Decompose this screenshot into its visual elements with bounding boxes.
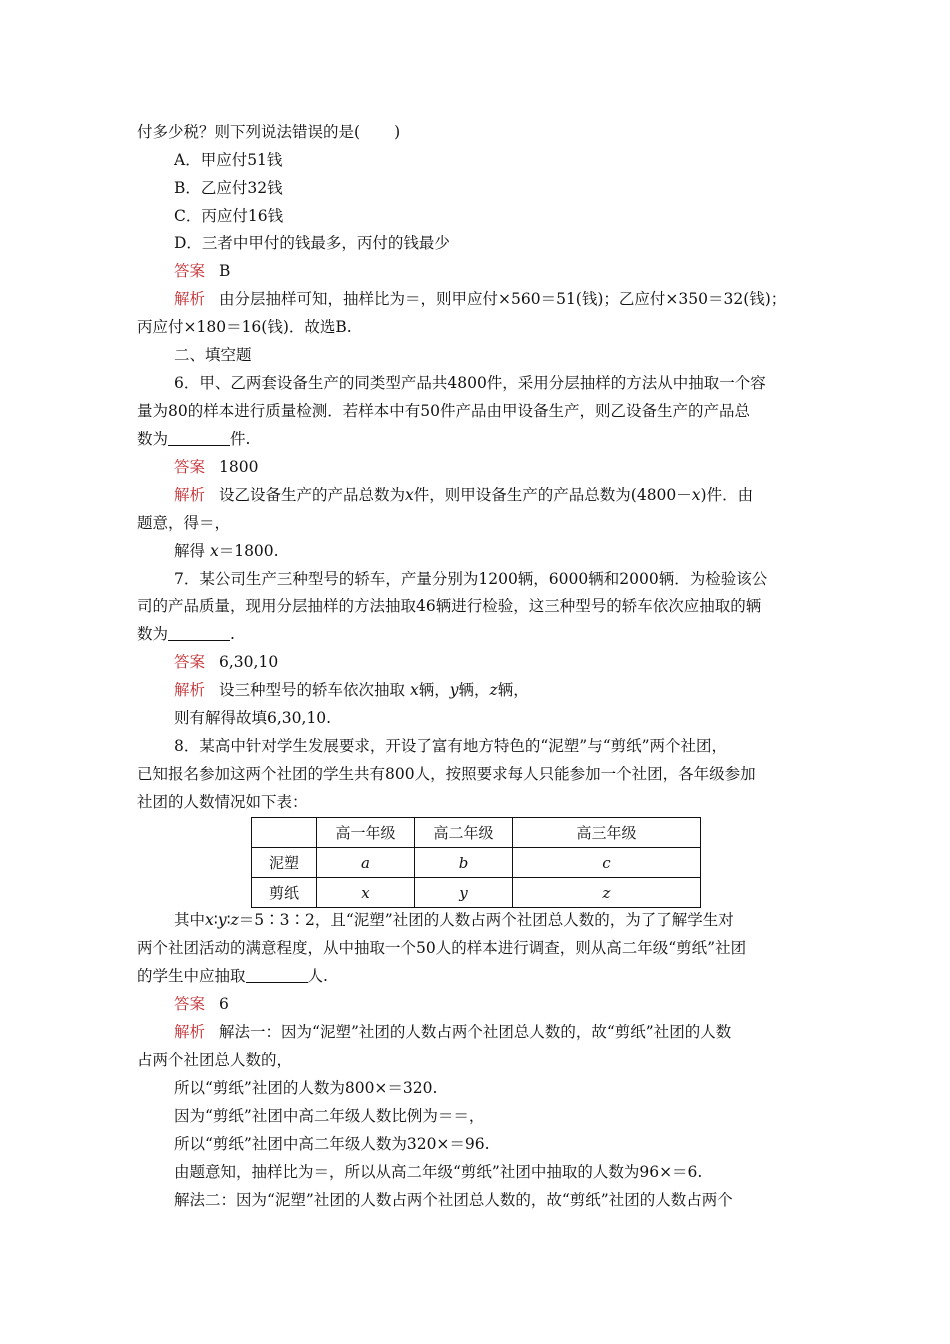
q5-analysis-line1 xyxy=(174,289,786,309)
analysis-text: )件．由 xyxy=(700,486,754,504)
section-title: 二、填空题 xyxy=(174,346,252,364)
q5-option-d: D．三者中甲付的钱最多，丙付的钱最少 xyxy=(174,234,450,252)
analysis-text: 辆， xyxy=(458,681,490,699)
answer-value: 1800 xyxy=(219,458,259,476)
analysis-text: 设乙设备生产的产品总数为 xyxy=(219,486,406,504)
answer-value: 6 xyxy=(219,995,229,1013)
q5-analysis-line2: 丙应付×180＝16(钱)．故选B. xyxy=(137,318,352,336)
variable-z: z xyxy=(230,911,239,929)
q5-stem-tail xyxy=(137,122,400,142)
q5-option-b: B．乙应付32钱 xyxy=(174,179,283,197)
q5-option-c: C．丙应付16钱 xyxy=(174,207,284,225)
variable-x: x xyxy=(409,681,419,699)
q8-analysis-line7: 解法二：因为“泥塑”社团的人数占两个社团总人数的，故“剪纸”社团的人数占两个 xyxy=(174,1191,733,1209)
analysis-text: 解得 xyxy=(174,542,206,560)
q8-after-line2: 两个社团活动的满意程度，从中抽取一个50人的样本进行调查，则从高二年级“剪纸”社团 xyxy=(137,939,747,957)
q8-analysis-line1 xyxy=(174,1022,731,1042)
variable-y: y xyxy=(449,681,459,699)
q8-analysis-line5: 所以“剪纸”社团中高二年级人数为320×＝96. xyxy=(174,1135,490,1153)
ratio-separator: ∶ xyxy=(226,911,231,929)
table-cell: 剪纸 xyxy=(252,878,317,908)
answer-label: 答案 xyxy=(174,995,206,1013)
answer-label: 答案 xyxy=(174,458,206,476)
answer-label: 答案 xyxy=(174,653,206,671)
q8-analysis-line3: 所以“剪纸”社团的人数为800×＝320. xyxy=(174,1079,438,1097)
q6-stem-text-end: 件. xyxy=(230,430,251,448)
variable-x: x xyxy=(405,486,414,504)
analysis-label: 解析 xyxy=(174,681,206,699)
analysis-label: 解析 xyxy=(174,486,206,504)
q6-analysis-line2: 题意，得＝， xyxy=(137,514,231,532)
table-row xyxy=(252,848,701,878)
q6-answer xyxy=(174,457,258,477)
q7-stem-text-end: . xyxy=(230,625,235,643)
table-header-cell: 高二年级 xyxy=(415,818,513,848)
q8-after-line3 xyxy=(137,966,328,986)
q7-stem-line2: 司的产品质量，现用分层抽样的方法抽取46辆进行检验，这三种型号的轿车依次应抽取的辆 xyxy=(137,597,762,615)
analysis-text: 设三种型号的轿车依次抽取 xyxy=(219,681,406,699)
analysis-text: 件，则甲设备生产的产品总数为(4800－ xyxy=(413,486,692,504)
table-header-cell: 高一年级 xyxy=(317,818,415,848)
club-table xyxy=(251,817,701,908)
q8-text-end: 人. xyxy=(307,967,328,985)
variable-x: x xyxy=(209,542,219,560)
q6-stem-line3 xyxy=(137,429,250,449)
table-cell: y xyxy=(415,878,513,908)
table-cell: c xyxy=(513,848,701,878)
q6-stem-text: 数为 xyxy=(137,430,169,448)
q7-stem-text: 数为 xyxy=(137,625,169,643)
variable-x: x xyxy=(205,911,214,929)
fill-blank xyxy=(246,968,308,983)
table-header-cell xyxy=(252,818,317,848)
q8-answer xyxy=(174,994,229,1014)
analysis-text: 由分层抽样可知，抽样比为＝，则甲应付×560＝51(钱)；乙应付×350＝32(钱)； xyxy=(219,290,787,308)
answer-value: 6,30,10 xyxy=(219,653,279,671)
analysis-label: 解析 xyxy=(174,290,206,308)
analysis-text: 辆， xyxy=(497,681,529,699)
table-cell: 泥塑 xyxy=(252,848,317,878)
q7-stem-line3 xyxy=(137,624,235,644)
q8-after-line1 xyxy=(174,910,734,930)
q5-stem-text: 付多少税？则下列说法错误的是( xyxy=(137,123,361,141)
table-row xyxy=(252,878,701,908)
table-cell: b xyxy=(415,848,513,878)
q5-stem-paren: ) xyxy=(394,123,401,141)
q8-stem-line2: 已知报名参加这两个社团的学生共有800人，按照要求每人只能参加一个社团，各年级参加 xyxy=(137,765,756,783)
q8-analysis-line2: 占两个社团总人数的， xyxy=(137,1051,293,1069)
table-cell: x xyxy=(317,878,415,908)
fill-blank xyxy=(168,626,230,641)
variable-z: z xyxy=(489,681,498,699)
table-cell: a xyxy=(317,848,415,878)
table-header-cell: 高三年级 xyxy=(513,818,701,848)
analysis-text: 解法一：因为“泥塑”社团的人数占两个社团总人数的，故“剪纸”社团的人数 xyxy=(219,1023,732,1041)
q8-text: ＝5∶3∶2，且“泥塑”社团的人数占两个社团总人数的，为了了解学生对 xyxy=(238,911,734,929)
variable-x: x xyxy=(691,486,701,504)
fill-blank xyxy=(168,431,230,446)
q8-text: 其中 xyxy=(174,911,206,929)
q7-analysis-line2: 则有解得故填6,30,10. xyxy=(174,709,332,727)
q8-stem-line3: 社团的人数情况如下表： xyxy=(137,793,308,811)
q6-stem-line2: 量为80的样本进行质量检测．若样本中有50件产品由甲设备生产，则乙设备生产的产品总 xyxy=(137,402,750,420)
q6-analysis-line3 xyxy=(174,541,279,561)
answer-label: 答案 xyxy=(174,262,206,280)
table-cell: z xyxy=(513,878,701,908)
q6-analysis-line1 xyxy=(174,485,753,505)
q8-text: 的学生中应抽取 xyxy=(137,967,246,985)
answer-value: B xyxy=(219,262,231,280)
q5-option-a: A．甲应付51钱 xyxy=(174,151,283,169)
q6-stem-line1: 6．甲、乙两套设备生产的同类型产品共4800件，采用分层抽样的方法从中抽取一个容 xyxy=(174,374,766,392)
q8-stem-line1: 8．某高中针对学生发展要求，开设了富有地方特色的“泥塑”与“剪纸”两个社团， xyxy=(174,737,728,755)
analysis-text: 辆， xyxy=(418,681,450,699)
ratio-separator: ∶ xyxy=(213,911,218,929)
table-header-row xyxy=(252,818,701,848)
q5-answer xyxy=(174,261,230,281)
q7-stem-line1: 7．某公司生产三种型号的轿车，产量分别为1200辆，6000辆和2000辆．为检验该公 xyxy=(174,570,768,588)
analysis-label: 解析 xyxy=(174,1023,206,1041)
q8-analysis-line4: 因为“剪纸”社团中高二年级人数比例为＝＝， xyxy=(174,1107,485,1125)
q7-analysis-line1 xyxy=(174,680,529,700)
q8-analysis-line6: 由题意知，抽样比为＝，所以从高二年级“剪纸”社团中抽取的人数为96×＝6. xyxy=(174,1163,703,1181)
q7-answer xyxy=(174,652,278,672)
variable-y: y xyxy=(217,911,227,929)
analysis-text: ＝1800. xyxy=(218,542,279,560)
